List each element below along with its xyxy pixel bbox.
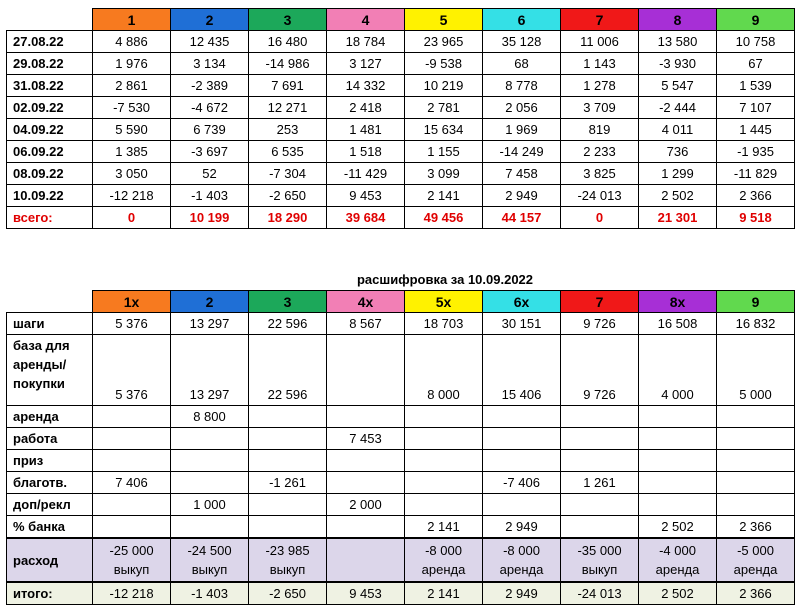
expense-amount: -23 985 [265, 543, 310, 558]
value-cell: -4 672 [171, 97, 249, 119]
value-cell: 1 299 [639, 163, 717, 185]
value-cell: -1 403 [171, 582, 249, 605]
expense-row [7, 538, 795, 582]
value-cell: 21 301 [639, 207, 717, 229]
column-header-1: 1x [93, 291, 171, 313]
value-cell [93, 406, 171, 428]
column-header-1: 1 [93, 9, 171, 31]
value-cell: 22 596 [249, 335, 327, 406]
value-cell: -14 986 [249, 53, 327, 75]
value-cell [717, 472, 795, 494]
value-cell [483, 406, 561, 428]
value-cell: 2 056 [483, 97, 561, 119]
value-cell: 15 406 [483, 335, 561, 406]
row-label: благотв. [7, 472, 93, 494]
column-header-4: 4 [327, 9, 405, 31]
value-cell: 3 127 [327, 53, 405, 75]
value-cell [561, 406, 639, 428]
breakdown-table [6, 290, 795, 605]
value-cell [249, 406, 327, 428]
value-cell: 67 [717, 53, 795, 75]
expense-cell [93, 538, 171, 582]
row-label: % банка [7, 516, 93, 539]
value-cell: 2 781 [405, 97, 483, 119]
expense-note: аренда [733, 562, 778, 577]
value-cell: 1 445 [717, 119, 795, 141]
expense-note: аренда [499, 562, 544, 577]
value-cell: 1 481 [327, 119, 405, 141]
row-label: работа [7, 428, 93, 450]
value-cell: 5 000 [717, 335, 795, 406]
value-cell: 819 [561, 119, 639, 141]
row-label: 06.09.22 [7, 141, 93, 163]
row-label: шаги [7, 313, 93, 335]
date-row [7, 97, 795, 119]
value-cell: 2 141 [405, 516, 483, 539]
breakdown-caption: расшифровка за 10.09.2022 [356, 272, 534, 287]
date-row [7, 163, 795, 185]
value-cell: 2 861 [93, 75, 171, 97]
row-label: аренда [7, 406, 93, 428]
value-cell: 1 969 [483, 119, 561, 141]
row-label: 29.08.22 [7, 53, 93, 75]
value-cell: 3 709 [561, 97, 639, 119]
value-cell: 8 000 [405, 335, 483, 406]
date-row [7, 31, 795, 53]
value-cell: 10 199 [171, 207, 249, 229]
breakdown-row [7, 428, 795, 450]
expense-cell [327, 538, 405, 582]
value-cell: 2 366 [717, 582, 795, 605]
value-cell: -9 538 [405, 53, 483, 75]
value-cell: 3 134 [171, 53, 249, 75]
value-cell: 3 825 [561, 163, 639, 185]
column-header-9: 9 [717, 9, 795, 31]
value-cell: 7 406 [93, 472, 171, 494]
value-cell [639, 472, 717, 494]
expense-cell [249, 538, 327, 582]
expense-amount: -24 500 [187, 543, 232, 558]
value-cell [249, 428, 327, 450]
value-cell: -14 249 [483, 141, 561, 163]
value-cell [93, 494, 171, 516]
itog-row [7, 582, 795, 605]
value-cell: 2 949 [483, 516, 561, 539]
value-cell: 5 376 [93, 335, 171, 406]
value-cell [405, 428, 483, 450]
value-cell: 7 458 [483, 163, 561, 185]
value-cell [171, 516, 249, 539]
column-header-7: 7 [561, 291, 639, 313]
value-cell: 9 726 [561, 335, 639, 406]
value-cell [327, 450, 405, 472]
value-cell: -1 261 [249, 472, 327, 494]
value-cell: 16 480 [249, 31, 327, 53]
expense-amount: -8 000 [425, 543, 462, 558]
value-cell: 13 297 [171, 313, 249, 335]
value-cell [561, 494, 639, 516]
breakdown-row [7, 494, 795, 516]
value-cell: 7 453 [327, 428, 405, 450]
value-cell [717, 450, 795, 472]
date-row [7, 141, 795, 163]
value-cell [561, 428, 639, 450]
value-cell [717, 406, 795, 428]
value-cell: 10 219 [405, 75, 483, 97]
value-cell: 1 143 [561, 53, 639, 75]
value-cell: 2 502 [639, 582, 717, 605]
row-label: приз [7, 450, 93, 472]
value-cell: -12 218 [93, 582, 171, 605]
value-cell: 12 271 [249, 97, 327, 119]
column-header-2: 2 [171, 9, 249, 31]
value-cell: 5 376 [93, 313, 171, 335]
value-cell [639, 406, 717, 428]
breakdown-row [7, 406, 795, 428]
value-cell: 736 [639, 141, 717, 163]
value-cell: 13 580 [639, 31, 717, 53]
value-cell: 1 261 [561, 472, 639, 494]
value-cell: 5 590 [93, 119, 171, 141]
value-cell: 6 739 [171, 119, 249, 141]
value-cell: 16 832 [717, 313, 795, 335]
value-cell: -3 697 [171, 141, 249, 163]
column-header-5: 5 [405, 9, 483, 31]
value-cell: 2 141 [405, 582, 483, 605]
value-cell: 1 976 [93, 53, 171, 75]
value-cell: 1 155 [405, 141, 483, 163]
value-cell: 44 157 [483, 207, 561, 229]
value-cell: 9 453 [327, 582, 405, 605]
value-cell: 2 502 [639, 185, 717, 207]
expense-note: выкуп [269, 562, 306, 577]
column-header-3: 3 [249, 9, 327, 31]
value-cell [171, 472, 249, 494]
value-cell: 22 596 [249, 313, 327, 335]
value-cell: 8 778 [483, 75, 561, 97]
value-cell: 2 418 [327, 97, 405, 119]
value-cell: 15 634 [405, 119, 483, 141]
value-cell [327, 516, 405, 539]
expense-amount: -25 000 [109, 543, 154, 558]
value-cell [249, 516, 327, 539]
value-cell: -12 218 [93, 185, 171, 207]
value-cell: 0 [561, 207, 639, 229]
value-cell: 1 000 [171, 494, 249, 516]
value-cell: -11 429 [327, 163, 405, 185]
value-cell [405, 450, 483, 472]
value-cell [483, 494, 561, 516]
row-label: 10.09.22 [7, 185, 93, 207]
value-cell: 11 006 [561, 31, 639, 53]
value-cell: 3 050 [93, 163, 171, 185]
value-cell: -11 829 [717, 163, 795, 185]
value-cell: -1 935 [717, 141, 795, 163]
column-header-9: 9 [717, 291, 795, 313]
row-label: всего: [7, 207, 93, 229]
breakdown-row [7, 450, 795, 472]
row-label: 02.09.22 [7, 97, 93, 119]
value-cell: 2 000 [327, 494, 405, 516]
date-row [7, 185, 795, 207]
value-cell: 4 011 [639, 119, 717, 141]
value-cell: 18 290 [249, 207, 327, 229]
breakdown-row [7, 313, 795, 335]
value-cell: -7 530 [93, 97, 171, 119]
column-header-6: 6 [483, 9, 561, 31]
value-cell [249, 494, 327, 516]
value-cell [639, 428, 717, 450]
row-label: итого: [7, 582, 93, 605]
value-cell: 9 453 [327, 185, 405, 207]
column-header-6: 6x [483, 291, 561, 313]
value-cell [327, 335, 405, 406]
value-cell: 2 141 [405, 185, 483, 207]
value-cell [639, 494, 717, 516]
row-label: база для аренды/покупки [7, 335, 93, 406]
expense-amount: -35 000 [577, 543, 622, 558]
expense-note: выкуп [113, 562, 150, 577]
total-row [7, 207, 795, 229]
value-cell: -2 650 [249, 582, 327, 605]
value-cell [93, 428, 171, 450]
value-cell: 5 547 [639, 75, 717, 97]
value-cell: 0 [93, 207, 171, 229]
value-cell: 30 151 [483, 313, 561, 335]
row-label: доп/рекл [7, 494, 93, 516]
value-cell [483, 450, 561, 472]
value-cell: -7 304 [249, 163, 327, 185]
row-label: 08.09.22 [7, 163, 93, 185]
value-cell: 7 691 [249, 75, 327, 97]
value-cell: 9 518 [717, 207, 795, 229]
value-cell: 1 539 [717, 75, 795, 97]
expense-amount: -5 000 [737, 543, 774, 558]
expense-cell [717, 538, 795, 582]
column-header-5: 5x [405, 291, 483, 313]
table1-header-row [7, 9, 795, 31]
value-cell [327, 472, 405, 494]
value-cell [171, 428, 249, 450]
breakdown-row [7, 472, 795, 494]
date-row [7, 119, 795, 141]
expense-cell [171, 538, 249, 582]
expense-note: аренда [421, 562, 466, 577]
breakdown-row [7, 335, 795, 406]
value-cell [405, 406, 483, 428]
value-cell: -1 403 [171, 185, 249, 207]
breakdown-row [7, 516, 795, 539]
table2-header-row [7, 291, 795, 313]
value-cell: 35 128 [483, 31, 561, 53]
header-corner [7, 9, 93, 31]
value-cell [171, 450, 249, 472]
value-cell [717, 428, 795, 450]
value-cell: -24 013 [561, 185, 639, 207]
column-header-3: 3 [249, 291, 327, 313]
value-cell: 14 332 [327, 75, 405, 97]
row-label: 04.09.22 [7, 119, 93, 141]
value-cell: 2 949 [483, 582, 561, 605]
expense-note: аренда [655, 562, 700, 577]
value-cell: 13 297 [171, 335, 249, 406]
value-cell [639, 450, 717, 472]
value-cell: 7 107 [717, 97, 795, 119]
value-cell [93, 516, 171, 539]
expense-cell [639, 538, 717, 582]
header-corner [7, 291, 93, 313]
row-label: расход [7, 538, 93, 582]
row-label: 27.08.22 [7, 31, 93, 53]
column-header-8: 8 [639, 9, 717, 31]
row-label: 31.08.22 [7, 75, 93, 97]
expense-cell [561, 538, 639, 582]
value-cell [405, 494, 483, 516]
expense-note: выкуп [581, 562, 618, 577]
value-cell: 253 [249, 119, 327, 141]
value-cell: 4 886 [93, 31, 171, 53]
daily-results-table [6, 8, 795, 229]
value-cell: 1 385 [93, 141, 171, 163]
value-cell: -3 930 [639, 53, 717, 75]
value-cell: 39 684 [327, 207, 405, 229]
value-cell: -7 406 [483, 472, 561, 494]
value-cell: -2 650 [249, 185, 327, 207]
value-cell: 9 726 [561, 313, 639, 335]
value-cell [483, 428, 561, 450]
value-cell: 52 [171, 163, 249, 185]
value-cell: 6 535 [249, 141, 327, 163]
value-cell [717, 494, 795, 516]
value-cell: 8 800 [171, 406, 249, 428]
value-cell: 18 703 [405, 313, 483, 335]
value-cell [405, 472, 483, 494]
column-header-4: 4x [327, 291, 405, 313]
expense-cell [483, 538, 561, 582]
value-cell: -24 013 [561, 582, 639, 605]
value-cell [93, 450, 171, 472]
value-cell: 2 233 [561, 141, 639, 163]
column-header-2: 2 [171, 291, 249, 313]
value-cell: 1 278 [561, 75, 639, 97]
value-cell: 2 502 [639, 516, 717, 539]
date-row [7, 53, 795, 75]
value-cell: 8 567 [327, 313, 405, 335]
value-cell: 10 758 [717, 31, 795, 53]
value-cell: 68 [483, 53, 561, 75]
date-row [7, 75, 795, 97]
column-header-8: 8x [639, 291, 717, 313]
value-cell: 49 456 [405, 207, 483, 229]
expense-cell [405, 538, 483, 582]
value-cell: -2 389 [171, 75, 249, 97]
value-cell: 1 518 [327, 141, 405, 163]
value-cell [249, 450, 327, 472]
value-cell: 2 949 [483, 185, 561, 207]
value-cell [561, 516, 639, 539]
value-cell: -2 444 [639, 97, 717, 119]
value-cell: 23 965 [405, 31, 483, 53]
value-cell [561, 450, 639, 472]
expense-note: выкуп [191, 562, 228, 577]
value-cell: 2 366 [717, 516, 795, 539]
value-cell: 2 366 [717, 185, 795, 207]
expense-amount: -8 000 [503, 543, 540, 558]
value-cell: 4 000 [639, 335, 717, 406]
expense-amount: -4 000 [659, 543, 696, 558]
value-cell: 18 784 [327, 31, 405, 53]
value-cell: 12 435 [171, 31, 249, 53]
value-cell: 16 508 [639, 313, 717, 335]
column-header-7: 7 [561, 9, 639, 31]
value-cell [327, 406, 405, 428]
value-cell: 3 099 [405, 163, 483, 185]
